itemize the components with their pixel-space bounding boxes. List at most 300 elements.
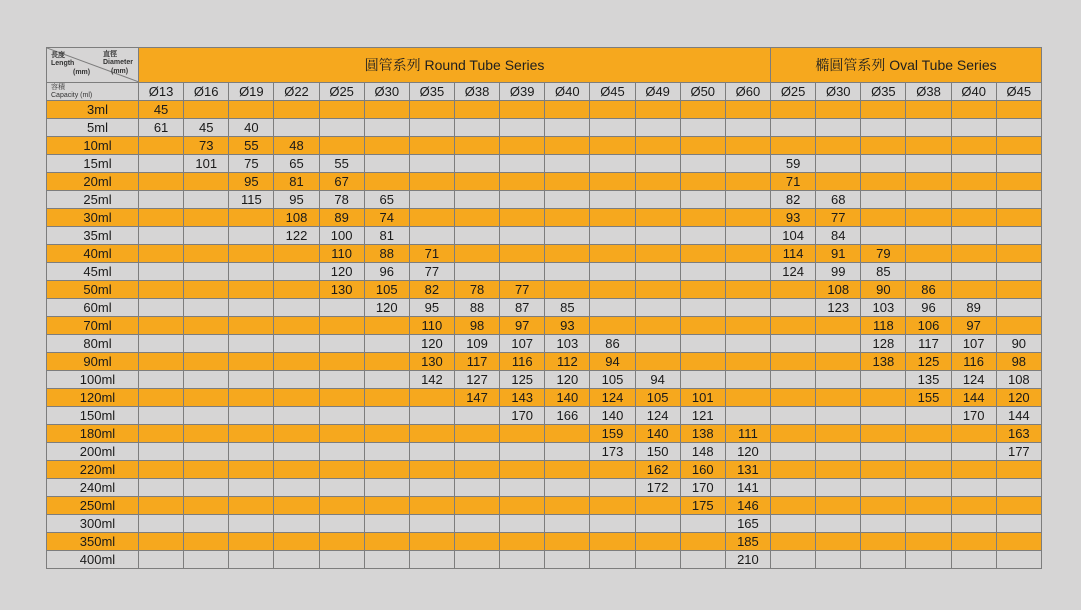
round-length-cell: 67 — [319, 173, 364, 191]
round-length-cell — [139, 497, 184, 515]
round-length-cell: 55 — [319, 155, 364, 173]
round-length-cell — [409, 497, 454, 515]
oval-length-cell — [951, 425, 996, 443]
round-length-cell — [635, 335, 680, 353]
round-length-cell — [590, 551, 635, 569]
capacity-cell: 40ml — [47, 245, 139, 263]
round-length-cell — [139, 389, 184, 407]
oval-diameter-header: Ø38 — [906, 83, 951, 101]
round-length-cell — [274, 371, 319, 389]
oval-length-cell: 68 — [816, 191, 861, 209]
oval-length-cell: 116 — [951, 353, 996, 371]
oval-length-cell: 59 — [771, 155, 816, 173]
oval-length-cell: 114 — [771, 245, 816, 263]
round-length-cell — [680, 245, 725, 263]
oval-length-cell — [996, 497, 1041, 515]
diameter-cn-label: 直徑 — [103, 51, 117, 58]
oval-length-cell: 170 — [951, 407, 996, 425]
oval-length-cell — [996, 137, 1041, 155]
round-length-cell — [454, 479, 499, 497]
round-length-cell: 98 — [454, 317, 499, 335]
round-length-cell — [184, 317, 229, 335]
round-length-cell — [229, 407, 274, 425]
round-length-cell: 101 — [680, 389, 725, 407]
round-length-cell — [409, 461, 454, 479]
oval-length-cell — [861, 155, 906, 173]
table-row — [47, 281, 1042, 299]
round-length-cell: 121 — [680, 407, 725, 425]
oval-length-cell — [906, 533, 951, 551]
round-length-cell — [635, 317, 680, 335]
round-length-cell — [500, 227, 545, 245]
oval-length-cell — [951, 119, 996, 137]
oval-length-cell — [771, 497, 816, 515]
round-length-cell: 78 — [454, 281, 499, 299]
oval-length-cell: 118 — [861, 317, 906, 335]
round-length-cell — [229, 335, 274, 353]
oval-length-cell: 84 — [816, 227, 861, 245]
round-length-cell — [725, 137, 770, 155]
table-row — [47, 443, 1042, 461]
round-length-cell — [139, 173, 184, 191]
round-length-cell — [590, 209, 635, 227]
oval-length-cell — [906, 443, 951, 461]
round-length-cell — [364, 173, 409, 191]
oval-length-cell: 144 — [996, 407, 1041, 425]
round-length-cell — [454, 497, 499, 515]
oval-length-cell — [996, 551, 1041, 569]
capacity-cell: 70ml — [47, 317, 139, 335]
round-length-cell — [409, 101, 454, 119]
diameter-unit-label: (mm) — [111, 68, 129, 75]
oval-length-cell — [951, 263, 996, 281]
oval-length-cell: 90 — [996, 335, 1041, 353]
capacity-cell: 240ml — [47, 479, 139, 497]
round-diameter-header: Ø35 — [409, 83, 454, 101]
round-length-cell — [139, 533, 184, 551]
round-length-cell — [545, 281, 590, 299]
oval-length-cell: 163 — [996, 425, 1041, 443]
capacity-cell: 3ml — [47, 101, 139, 119]
round-length-cell — [319, 137, 364, 155]
round-length-cell: 148 — [680, 443, 725, 461]
round-length-cell — [364, 515, 409, 533]
round-length-cell — [364, 353, 409, 371]
round-length-cell — [184, 101, 229, 119]
round-length-cell — [274, 497, 319, 515]
round-length-cell: 120 — [545, 371, 590, 389]
round-length-cell — [184, 263, 229, 281]
round-diameter-header: Ø50 — [680, 83, 725, 101]
round-length-cell — [274, 425, 319, 443]
round-length-cell: 112 — [545, 353, 590, 371]
round-length-cell — [635, 515, 680, 533]
round-length-cell — [635, 227, 680, 245]
oval-length-cell: 98 — [996, 353, 1041, 371]
round-length-cell: 120 — [409, 335, 454, 353]
round-length-cell — [139, 155, 184, 173]
round-length-cell — [454, 101, 499, 119]
oval-length-cell — [816, 425, 861, 443]
capacity-corner-header — [47, 83, 139, 101]
oval-length-cell — [996, 227, 1041, 245]
capacity-cell: 100ml — [47, 371, 139, 389]
oval-length-cell — [816, 515, 861, 533]
round-length-cell — [545, 479, 590, 497]
oval-length-cell — [906, 155, 951, 173]
round-length-cell — [139, 335, 184, 353]
round-length-cell — [590, 317, 635, 335]
round-length-cell: 71 — [409, 245, 454, 263]
round-length-cell — [184, 479, 229, 497]
round-length-cell: 81 — [364, 227, 409, 245]
round-length-cell — [319, 353, 364, 371]
round-length-cell: 95 — [274, 191, 319, 209]
round-length-cell — [500, 137, 545, 155]
round-length-cell — [454, 461, 499, 479]
oval-length-cell — [816, 389, 861, 407]
round-length-cell: 65 — [364, 191, 409, 209]
oval-length-cell — [861, 425, 906, 443]
round-length-cell — [680, 155, 725, 173]
round-length-cell: 150 — [635, 443, 680, 461]
round-length-cell — [680, 263, 725, 281]
oval-length-cell — [951, 497, 996, 515]
round-length-cell — [364, 551, 409, 569]
oval-length-cell: 124 — [951, 371, 996, 389]
round-length-cell — [680, 299, 725, 317]
round-diameter-header: Ø40 — [545, 83, 590, 101]
round-length-cell: 77 — [409, 263, 454, 281]
round-length-cell — [500, 155, 545, 173]
round-length-cell — [409, 389, 454, 407]
oval-length-cell — [816, 137, 861, 155]
round-diameter-header: Ø49 — [635, 83, 680, 101]
round-length-cell — [319, 479, 364, 497]
round-length-cell: 105 — [635, 389, 680, 407]
oval-length-cell — [951, 173, 996, 191]
round-length-cell — [184, 335, 229, 353]
round-series-title: 圓管系列 Round Tube Series — [139, 48, 771, 83]
round-length-cell — [229, 281, 274, 299]
capacity-cell: 20ml — [47, 173, 139, 191]
round-length-cell — [680, 335, 725, 353]
round-length-cell: 146 — [725, 497, 770, 515]
round-length-cell — [319, 101, 364, 119]
round-length-cell: 105 — [590, 371, 635, 389]
round-diameter-header: Ø19 — [229, 83, 274, 101]
table-row — [47, 371, 1042, 389]
round-length-cell — [635, 497, 680, 515]
round-length-cell — [229, 317, 274, 335]
table-row — [47, 191, 1042, 209]
round-length-cell — [725, 371, 770, 389]
oval-length-cell — [996, 533, 1041, 551]
round-length-cell — [139, 443, 184, 461]
round-length-cell — [409, 407, 454, 425]
oval-length-cell — [996, 155, 1041, 173]
capacity-cell: 80ml — [47, 335, 139, 353]
oval-length-cell: 77 — [816, 209, 861, 227]
round-length-cell — [635, 281, 680, 299]
round-length-cell — [680, 209, 725, 227]
capacity-cell: 60ml — [47, 299, 139, 317]
oval-length-cell — [996, 299, 1041, 317]
oval-length-cell — [906, 515, 951, 533]
round-length-cell — [229, 209, 274, 227]
round-length-cell — [680, 281, 725, 299]
round-length-cell — [319, 299, 364, 317]
capacity-cell: 5ml — [47, 119, 139, 137]
round-length-cell — [184, 353, 229, 371]
capacity-cell: 180ml — [47, 425, 139, 443]
oval-length-cell — [816, 371, 861, 389]
oval-length-cell — [816, 533, 861, 551]
round-diameter-header: Ø16 — [184, 83, 229, 101]
round-length-cell: 170 — [680, 479, 725, 497]
round-length-cell — [680, 551, 725, 569]
round-length-cell — [139, 371, 184, 389]
round-length-cell — [635, 209, 680, 227]
table-row — [47, 227, 1042, 245]
oval-length-cell — [906, 461, 951, 479]
oval-length-cell: 99 — [816, 263, 861, 281]
round-length-cell — [409, 119, 454, 137]
round-length-cell — [139, 515, 184, 533]
round-diameter-header: Ø13 — [139, 83, 184, 101]
oval-length-cell: 177 — [996, 443, 1041, 461]
round-length-cell — [229, 515, 274, 533]
oval-length-cell — [951, 533, 996, 551]
round-length-cell: 162 — [635, 461, 680, 479]
oval-length-cell — [771, 389, 816, 407]
oval-diameter-header: Ø45 — [996, 83, 1041, 101]
round-diameter-header: Ø30 — [364, 83, 409, 101]
round-length-cell: 94 — [590, 353, 635, 371]
round-length-cell: 61 — [139, 119, 184, 137]
round-length-cell: 45 — [184, 119, 229, 137]
round-length-cell — [635, 137, 680, 155]
oval-length-cell — [951, 101, 996, 119]
round-length-cell — [274, 353, 319, 371]
round-length-cell — [364, 389, 409, 407]
round-length-cell — [139, 317, 184, 335]
oval-length-cell: 125 — [906, 353, 951, 371]
round-length-cell — [500, 119, 545, 137]
round-length-cell — [229, 425, 274, 443]
oval-length-cell — [816, 497, 861, 515]
round-length-cell — [680, 191, 725, 209]
round-length-cell: 185 — [725, 533, 770, 551]
round-length-cell — [680, 515, 725, 533]
round-length-cell: 108 — [274, 209, 319, 227]
round-length-cell: 109 — [454, 335, 499, 353]
round-length-cell — [454, 173, 499, 191]
table-row — [47, 317, 1042, 335]
round-length-cell — [184, 515, 229, 533]
oval-length-cell: 138 — [861, 353, 906, 371]
round-length-cell: 140 — [635, 425, 680, 443]
oval-diameter-header: Ø35 — [861, 83, 906, 101]
oval-length-cell — [771, 443, 816, 461]
round-length-cell: 45 — [139, 101, 184, 119]
round-length-cell — [545, 209, 590, 227]
round-length-cell — [274, 317, 319, 335]
oval-length-cell: 155 — [906, 389, 951, 407]
round-length-cell: 120 — [364, 299, 409, 317]
round-length-cell — [635, 119, 680, 137]
round-length-cell — [364, 119, 409, 137]
round-length-cell — [229, 551, 274, 569]
round-length-cell: 97 — [500, 317, 545, 335]
round-length-cell — [545, 137, 590, 155]
round-length-cell — [409, 533, 454, 551]
oval-length-cell — [771, 353, 816, 371]
round-length-cell — [545, 425, 590, 443]
oval-length-cell — [906, 263, 951, 281]
oval-length-cell — [951, 281, 996, 299]
oval-length-cell — [906, 407, 951, 425]
round-length-cell — [500, 551, 545, 569]
round-length-cell — [545, 443, 590, 461]
oval-length-cell — [951, 209, 996, 227]
round-length-cell — [139, 353, 184, 371]
round-length-cell — [725, 227, 770, 245]
round-length-cell — [139, 407, 184, 425]
round-length-cell — [545, 119, 590, 137]
round-length-cell — [500, 425, 545, 443]
table-row — [47, 173, 1042, 191]
oval-length-cell — [771, 317, 816, 335]
round-length-cell — [725, 263, 770, 281]
round-length-cell — [725, 101, 770, 119]
round-length-cell — [139, 551, 184, 569]
round-length-cell — [725, 155, 770, 173]
round-length-cell — [545, 551, 590, 569]
oval-length-cell — [771, 137, 816, 155]
capacity-cell: 35ml — [47, 227, 139, 245]
oval-length-cell — [816, 407, 861, 425]
round-length-cell — [274, 101, 319, 119]
round-length-cell — [590, 497, 635, 515]
table-row — [47, 209, 1042, 227]
round-length-cell: 89 — [319, 209, 364, 227]
round-length-cell — [229, 533, 274, 551]
round-length-cell: 124 — [590, 389, 635, 407]
oval-length-cell: 107 — [951, 335, 996, 353]
oval-length-cell: 89 — [951, 299, 996, 317]
round-length-cell — [680, 533, 725, 551]
round-length-cell: 170 — [500, 407, 545, 425]
round-length-cell — [229, 299, 274, 317]
oval-length-cell — [996, 281, 1041, 299]
round-length-cell — [725, 335, 770, 353]
round-length-cell — [409, 173, 454, 191]
round-length-cell — [184, 389, 229, 407]
round-length-cell — [319, 461, 364, 479]
round-length-cell — [319, 407, 364, 425]
round-length-cell — [590, 533, 635, 551]
round-length-cell — [725, 119, 770, 137]
round-length-cell — [184, 281, 229, 299]
oval-length-cell — [771, 119, 816, 137]
oval-length-cell — [996, 263, 1041, 281]
table-row — [47, 245, 1042, 263]
round-length-cell — [139, 263, 184, 281]
round-diameter-header: Ø39 — [500, 83, 545, 101]
round-length-cell — [184, 497, 229, 515]
oval-length-cell: 93 — [771, 209, 816, 227]
round-length-cell — [590, 263, 635, 281]
oval-length-cell — [771, 407, 816, 425]
round-length-cell — [454, 407, 499, 425]
oval-length-cell — [906, 119, 951, 137]
round-length-cell — [364, 497, 409, 515]
round-length-cell — [454, 245, 499, 263]
round-length-cell — [500, 173, 545, 191]
round-length-cell: 96 — [364, 263, 409, 281]
table-corner-header — [47, 48, 139, 83]
round-length-cell — [229, 389, 274, 407]
round-length-cell — [274, 281, 319, 299]
oval-length-cell — [906, 479, 951, 497]
capacity-cell: 250ml — [47, 497, 139, 515]
round-length-cell — [139, 479, 184, 497]
round-length-cell: 143 — [500, 389, 545, 407]
oval-length-cell — [906, 173, 951, 191]
round-length-cell: 120 — [725, 443, 770, 461]
oval-length-cell — [996, 173, 1041, 191]
round-length-cell — [725, 173, 770, 191]
round-length-cell — [184, 299, 229, 317]
round-length-cell — [635, 173, 680, 191]
round-length-cell — [139, 209, 184, 227]
round-length-cell — [139, 281, 184, 299]
round-length-cell: 165 — [725, 515, 770, 533]
diameter-en-label: Diameter — [103, 59, 133, 66]
round-length-cell: 127 — [454, 371, 499, 389]
table-row — [47, 515, 1042, 533]
oval-length-cell — [861, 191, 906, 209]
round-length-cell: 116 — [500, 353, 545, 371]
oval-length-cell — [951, 479, 996, 497]
round-length-cell — [590, 299, 635, 317]
round-length-cell — [364, 407, 409, 425]
round-length-cell: 166 — [545, 407, 590, 425]
round-length-cell — [364, 425, 409, 443]
oval-length-cell — [996, 191, 1041, 209]
round-length-cell — [409, 479, 454, 497]
round-length-cell — [635, 353, 680, 371]
oval-length-cell — [951, 443, 996, 461]
oval-length-cell — [861, 209, 906, 227]
round-length-cell — [409, 515, 454, 533]
round-length-cell — [725, 317, 770, 335]
round-length-cell: 74 — [364, 209, 409, 227]
round-length-cell — [229, 245, 274, 263]
round-length-cell — [454, 263, 499, 281]
oval-length-cell — [816, 443, 861, 461]
oval-length-cell — [906, 497, 951, 515]
oval-length-cell — [951, 245, 996, 263]
round-length-cell: 88 — [364, 245, 409, 263]
round-length-cell — [590, 479, 635, 497]
round-length-cell — [454, 209, 499, 227]
round-length-cell: 87 — [500, 299, 545, 317]
round-length-cell — [184, 533, 229, 551]
oval-length-cell: 144 — [951, 389, 996, 407]
oval-length-cell — [861, 173, 906, 191]
